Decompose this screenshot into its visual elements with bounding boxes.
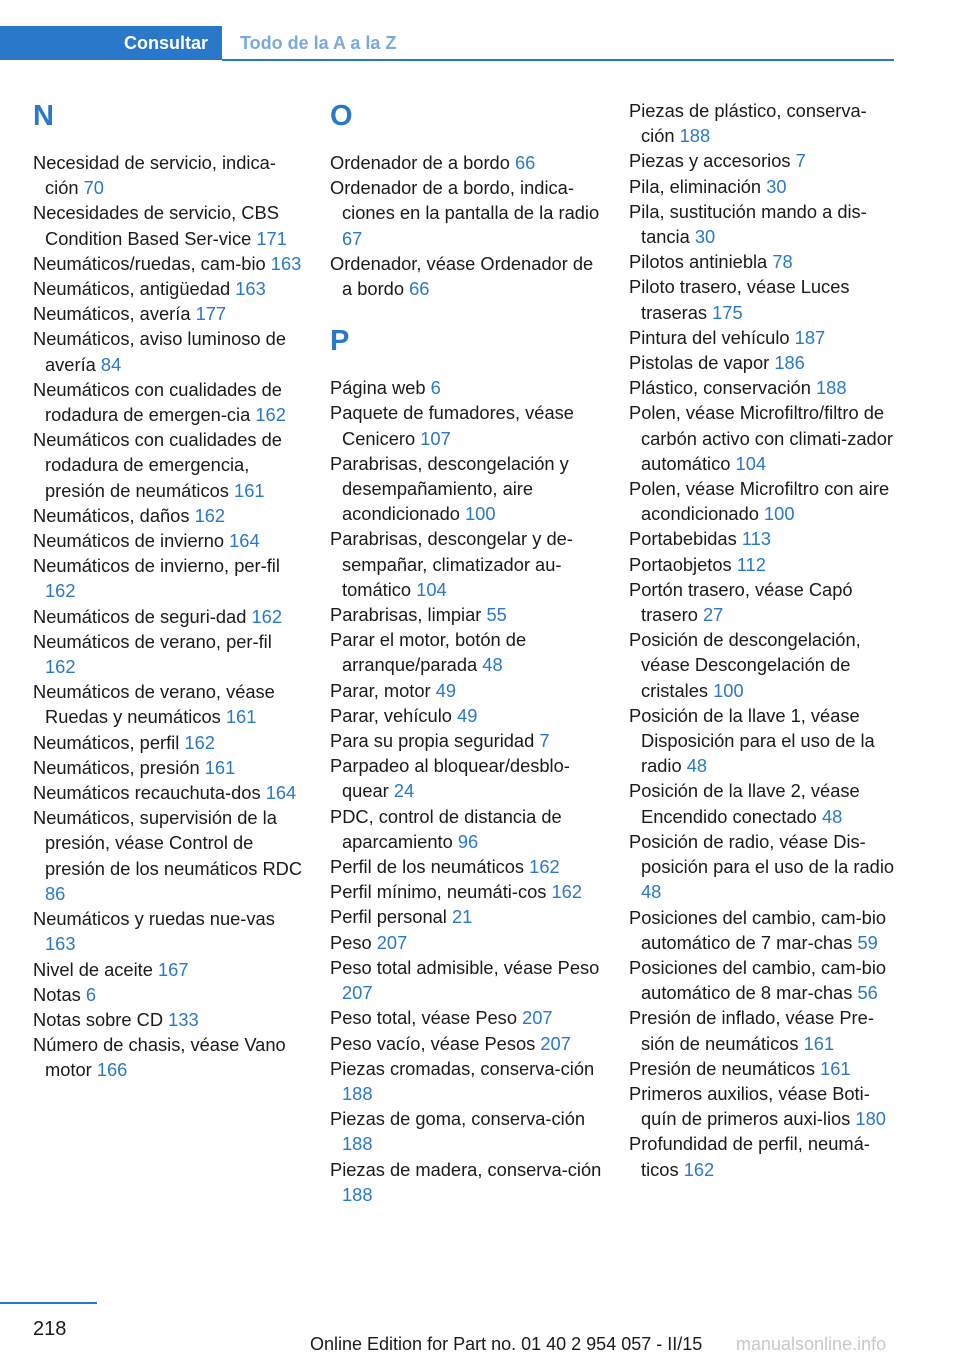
index-entry [629, 325, 895, 350]
entry-text: Portabebidas [629, 528, 737, 550]
index-entry [33, 1032, 305, 1082]
section-letter: N [33, 100, 54, 132]
entry-text: Parar el motor, botón de arranque/parada [330, 629, 527, 676]
page-link[interactable]: 162 [529, 856, 560, 878]
entry-text: Ordenador, véase Ordenador de a bordo [330, 252, 594, 300]
index-entry [629, 375, 895, 400]
page-link[interactable]: 162 [255, 404, 286, 426]
entry-text: Parabrisas, descongelar y de-sempañar, climatizador au-tomático [330, 528, 573, 600]
index-entry [629, 199, 895, 249]
entry-text: Pila, sustitución mando a dis-tancia [629, 200, 867, 248]
index-entry [33, 503, 305, 528]
page-link[interactable]: 56 [857, 982, 878, 1004]
page-link[interactable]: 100 [764, 503, 795, 525]
entry-text: Neumáticos de invierno [33, 530, 225, 552]
index-entry [330, 930, 602, 955]
entry-text: Neumáticos con cualidades de rodadura de emergen-cia [33, 378, 282, 426]
entry-text: Portaobjetos [629, 553, 732, 575]
page-link[interactable]: 186 [774, 352, 805, 374]
entry-text: Neumáticos con cualidades de rodadura de emergencia, presión de neumáticos [33, 429, 282, 501]
page-link[interactable]: 164 [265, 782, 297, 804]
index-entry [33, 200, 305, 250]
page-link[interactable]: 162 [184, 731, 215, 753]
page-link[interactable]: 27 [703, 604, 724, 626]
index-entry [330, 1005, 602, 1030]
index-entry [33, 1007, 305, 1032]
entry-text: Presión de inflado, véase Pre-sión de neumáticos [629, 1007, 874, 1054]
entry-text: Peso total admisible, véase Peso [330, 956, 600, 978]
entry-text: Neumáticos, presión [33, 756, 200, 778]
page-link[interactable]: 171 [256, 227, 287, 249]
page-link[interactable]: 48 [686, 755, 708, 777]
page-link[interactable]: 49 [435, 679, 457, 701]
page-link[interactable]: 188 [342, 1133, 373, 1155]
entry-text: Neumáticos, perfil [33, 731, 180, 753]
entry-text: Notas sobre CD [33, 1008, 164, 1030]
page-link[interactable]: 166 [96, 1059, 128, 1081]
index-entry [629, 552, 895, 577]
index-column-3 [629, 98, 895, 1182]
index-column-2 [330, 98, 602, 1207]
entry-text: Número de chasis, véase Vano motor [33, 1034, 286, 1081]
entry-text: Peso vacío, véase Pesos [330, 1032, 536, 1054]
index-entry [330, 1056, 602, 1106]
index-entry [629, 905, 895, 955]
index-entry [330, 627, 602, 677]
index-entry [33, 301, 305, 326]
index-column-1 [33, 98, 305, 1083]
page-link[interactable]: 161 [225, 706, 257, 728]
entry-text: Peso total, véase Peso [330, 1007, 517, 1029]
page-link[interactable]: 7 [539, 730, 550, 752]
entry-text: Parar, vehículo [330, 704, 452, 726]
page-link[interactable]: 104 [735, 452, 767, 474]
index-entry [629, 778, 895, 828]
entry-text: Piezas de plástico, conserva-ción [629, 100, 867, 147]
entry-text: Parar, motor [330, 679, 431, 701]
tab-consultar[interactable]: Consultar [0, 26, 222, 60]
page-link[interactable]: 161 [803, 1032, 835, 1054]
entry-text: Neumáticos de invierno, per-fil [33, 555, 280, 577]
entry-text: Pintura del vehículo [629, 326, 790, 348]
index-entry [629, 1056, 895, 1081]
entry-text: Neumáticos/ruedas, cam-bio [33, 252, 266, 274]
entry-text: Parabrisas, limpiar [330, 604, 482, 626]
index-entry [33, 629, 305, 679]
index-entry [629, 98, 895, 148]
page-link[interactable]: 161 [234, 479, 265, 501]
page-link[interactable]: 59 [857, 931, 878, 953]
index-entry [330, 251, 602, 301]
page-link[interactable]: 163 [45, 933, 76, 955]
page-link[interactable]: 161 [204, 756, 236, 778]
entry-text: Pilotos antiniebla [629, 251, 768, 273]
entry-text: Piezas cromadas, conserva-ción [330, 1057, 595, 1079]
edition-label: Online Edition for Part no. 01 40 2 954 057 - II/15 [310, 1334, 703, 1354]
page-link[interactable]: 66 [409, 278, 430, 300]
entry-text: Neumáticos recauchuta-dos [33, 782, 261, 804]
entry-text: Posición de la llave 2, véase Encendido conectado [629, 780, 860, 827]
section-letter: P [330, 325, 350, 358]
entry-text: Parpadeo al bloquear/desblo-quear [330, 755, 570, 802]
page-link[interactable]: 24 [393, 780, 415, 802]
entry-text: Pistolas de vapor [629, 352, 770, 374]
entry-text: Necesidad de servicio, indica-ción [33, 152, 276, 199]
page-link[interactable]: 133 [168, 1008, 199, 1030]
index-entry [330, 753, 602, 803]
index-entry [33, 679, 305, 729]
page-link[interactable]: 162 [194, 504, 226, 526]
index-entry [629, 1005, 895, 1055]
page-link[interactable]: 162 [551, 881, 583, 903]
entry-text: Posición de descongelación, véase Descongelación de cristales [629, 629, 861, 701]
index-entry [629, 476, 895, 526]
index-entry [330, 703, 602, 728]
page-link[interactable]: 55 [486, 604, 507, 626]
page-link[interactable]: 163 [235, 278, 266, 300]
index-entry [330, 1157, 602, 1207]
index-entry [330, 150, 602, 175]
entry-text: Polen, véase Microfiltro con aire acondicionado [629, 478, 890, 525]
page-link[interactable]: 6 [85, 983, 97, 1005]
entry-text: Ordenador de a bordo [330, 152, 510, 173]
page-link[interactable]: 6 [430, 377, 441, 399]
entry-text: Neumáticos de verano, véase Ruedas y neumáticos [33, 681, 275, 728]
page-link[interactable]: 177 [195, 303, 227, 325]
entry-text: Parabrisas, descongelación y desempañamiento, aire acondicionado [330, 452, 569, 525]
page-link[interactable]: 113 [741, 528, 771, 550]
page-link[interactable]: 162 [683, 1158, 715, 1180]
page-link[interactable]: 86 [45, 882, 66, 904]
entry-text: Nivel de aceite [33, 958, 153, 980]
index-entry [629, 249, 895, 274]
page-link[interactable]: 180 [855, 1108, 886, 1130]
index-entry [330, 904, 602, 929]
entry-text: Posiciones del cambio, cam-bio automático de 7 mar-chas [629, 906, 887, 953]
index-entry [330, 879, 602, 904]
page-link[interactable]: 30 [766, 175, 787, 197]
entry-text: Neumáticos, supervisión de la presión, véase Control de presión de los neumáticos RDC [33, 807, 303, 879]
index-entry [33, 377, 305, 427]
index-entry [330, 400, 602, 450]
entry-text: Polen, véase Microfiltro/filtro de carbón activo con climati-zador automático [629, 402, 893, 474]
entry-text: Piezas de madera, conserva-ción [330, 1158, 602, 1180]
entry-text: Posición de radio, véase Dis-posición para el uso de la radio [629, 830, 895, 878]
index-entry [330, 955, 602, 1005]
index-entry [629, 703, 895, 779]
page-link[interactable]: 188 [342, 1082, 373, 1104]
index-entry [629, 274, 895, 324]
page-link[interactable]: 30 [694, 226, 716, 248]
entry-text: Neumáticos de verano, per-fil [33, 630, 272, 652]
page-link[interactable]: 163 [270, 252, 302, 274]
entry-text: Peso [330, 931, 372, 953]
page-link[interactable]: 84 [100, 353, 122, 375]
index-entry [330, 1106, 602, 1156]
index-entry [330, 854, 602, 879]
index-entry [33, 805, 305, 906]
index-entry [33, 553, 305, 603]
page-link[interactable]: 162 [45, 580, 76, 602]
entry-text: Para su propia seguridad [330, 730, 535, 752]
page-link[interactable]: 48 [482, 654, 503, 676]
index-entry [33, 251, 305, 276]
page-link[interactable]: 188 [679, 125, 711, 147]
index-entry [33, 780, 305, 805]
index-entry [629, 1081, 895, 1131]
index-entry [33, 276, 305, 301]
page-link[interactable]: 7 [795, 150, 806, 172]
page-link[interactable]: 66 [515, 152, 536, 173]
header-rule [222, 59, 894, 61]
entry-text: Neumáticos de seguri-dad [33, 605, 247, 627]
entry-text: Ordenador de a bordo, indica-ciones en la pantalla de la radio [330, 177, 600, 224]
page-link[interactable]: 188 [342, 1183, 373, 1205]
entry-text: Página web [330, 377, 426, 399]
page-link[interactable]: 49 [457, 704, 478, 726]
index-entry [629, 174, 895, 199]
page-link[interactable]: 162 [45, 656, 76, 678]
entry-text: Neumáticos, daños [33, 504, 190, 526]
entry-text: Posiciones del cambio, cam-bio automático de 8 mar-chas [629, 956, 887, 1004]
page-number: 218 [33, 1318, 67, 1340]
entry-text: Neumáticos, aviso luminoso de avería [33, 328, 287, 375]
index-entry [629, 955, 895, 1005]
entry-text: Piloto trasero, véase Luces traseras [629, 276, 850, 323]
index-entry [629, 400, 895, 476]
entry-text: Paquete de fumadores, véase Cenicero [330, 402, 574, 449]
page-link[interactable]: 207 [376, 931, 408, 953]
entry-text: Perfil personal [330, 906, 447, 928]
page-link[interactable]: 175 [712, 301, 743, 323]
entry-text: Neumáticos, avería [33, 303, 191, 325]
page-link[interactable]: 112 [736, 553, 766, 575]
index-entry [629, 148, 895, 173]
entry-text: Neumáticos y ruedas nue-vas [33, 908, 275, 930]
entry-text: Posición de la llave 1, véase Disposición para el uso de la radio [629, 704, 875, 777]
entry-text: Plástico, conservación [629, 377, 811, 399]
entry-text: Profundidad de perfil, neumá-ticos [629, 1133, 870, 1180]
index-entry [33, 755, 305, 780]
header-bar [0, 26, 894, 62]
entry-text: PDC, control de distancia de aparcamiento [330, 805, 562, 852]
page-link[interactable]: 207 [342, 982, 373, 1004]
index-entry [330, 526, 602, 602]
index-entry [629, 526, 895, 551]
page-link[interactable]: 78 [772, 251, 793, 273]
page-link[interactable]: 207 [522, 1007, 553, 1029]
entry-text: Perfil mínimo, neumáti-cos [330, 881, 547, 903]
page-link[interactable]: 107 [420, 427, 451, 449]
page-link[interactable]: 70 [83, 177, 104, 199]
index-entry [330, 678, 602, 703]
page-link[interactable]: 187 [794, 326, 826, 348]
entry-text: Necesidades de servicio, CBS Condition Based Ser-vice [33, 202, 279, 249]
page-link[interactable]: 67 [342, 227, 363, 249]
page-link[interactable]: 48 [821, 805, 843, 827]
index-entry [629, 1131, 895, 1181]
page-link[interactable]: 104 [416, 578, 447, 600]
page-link[interactable]: 161 [820, 1057, 851, 1079]
entry-text: Neumáticos, antigüedad [33, 278, 231, 300]
entry-text: Portón trasero, véase Capó trasero [629, 578, 853, 626]
entry-text: Primeros auxilios, véase Boti-quín de primeros auxi-lios [629, 1082, 870, 1130]
tab-todo-a-z[interactable]: Todo de la A a la Z [240, 33, 397, 53]
index-entry [629, 627, 895, 703]
index-entry [330, 175, 602, 251]
section-letter: O [330, 100, 353, 132]
index-entry [33, 604, 305, 629]
index-entry [330, 602, 602, 627]
page-link[interactable]: 48 [641, 881, 662, 903]
entry-text: Piezas de goma, conserva-ción [330, 1108, 586, 1130]
entry-text: Notas [33, 983, 81, 1005]
index-entry [33, 957, 305, 982]
index-entry [33, 982, 305, 1007]
page-link[interactable]: 21 [451, 906, 473, 928]
index-entry [330, 375, 602, 400]
index-entry [629, 829, 895, 905]
page-link[interactable]: 162 [251, 605, 283, 627]
index-entry [33, 528, 305, 553]
page-link[interactable]: 164 [229, 530, 260, 552]
index-entry [629, 577, 895, 627]
index-entry [330, 728, 602, 753]
page-link[interactable]: 100 [713, 679, 744, 701]
footer-rule [0, 1302, 97, 1304]
index-entry [33, 730, 305, 755]
index-entry [33, 150, 305, 200]
page-link[interactable]: 207 [540, 1032, 571, 1054]
page-link[interactable]: 188 [815, 377, 847, 399]
entry-text: Perfil de los neumáticos [330, 856, 525, 878]
entry-text: Pila, eliminación [629, 175, 762, 197]
index-entry [629, 350, 895, 375]
index-entry [330, 804, 602, 854]
entry-text: Presión de neumáticos [629, 1057, 815, 1079]
page-link[interactable]: 167 [158, 958, 189, 980]
entry-text: Piezas y accesorios [629, 150, 791, 172]
page-link[interactable]: 96 [457, 830, 479, 852]
page-link[interactable]: 100 [465, 503, 496, 525]
index-entry [33, 906, 305, 956]
index-entry [33, 427, 305, 503]
index-entry [330, 1031, 602, 1056]
index-entry [33, 326, 305, 376]
watermark: manualsonline.info [736, 1334, 887, 1354]
index-entry [330, 451, 602, 527]
